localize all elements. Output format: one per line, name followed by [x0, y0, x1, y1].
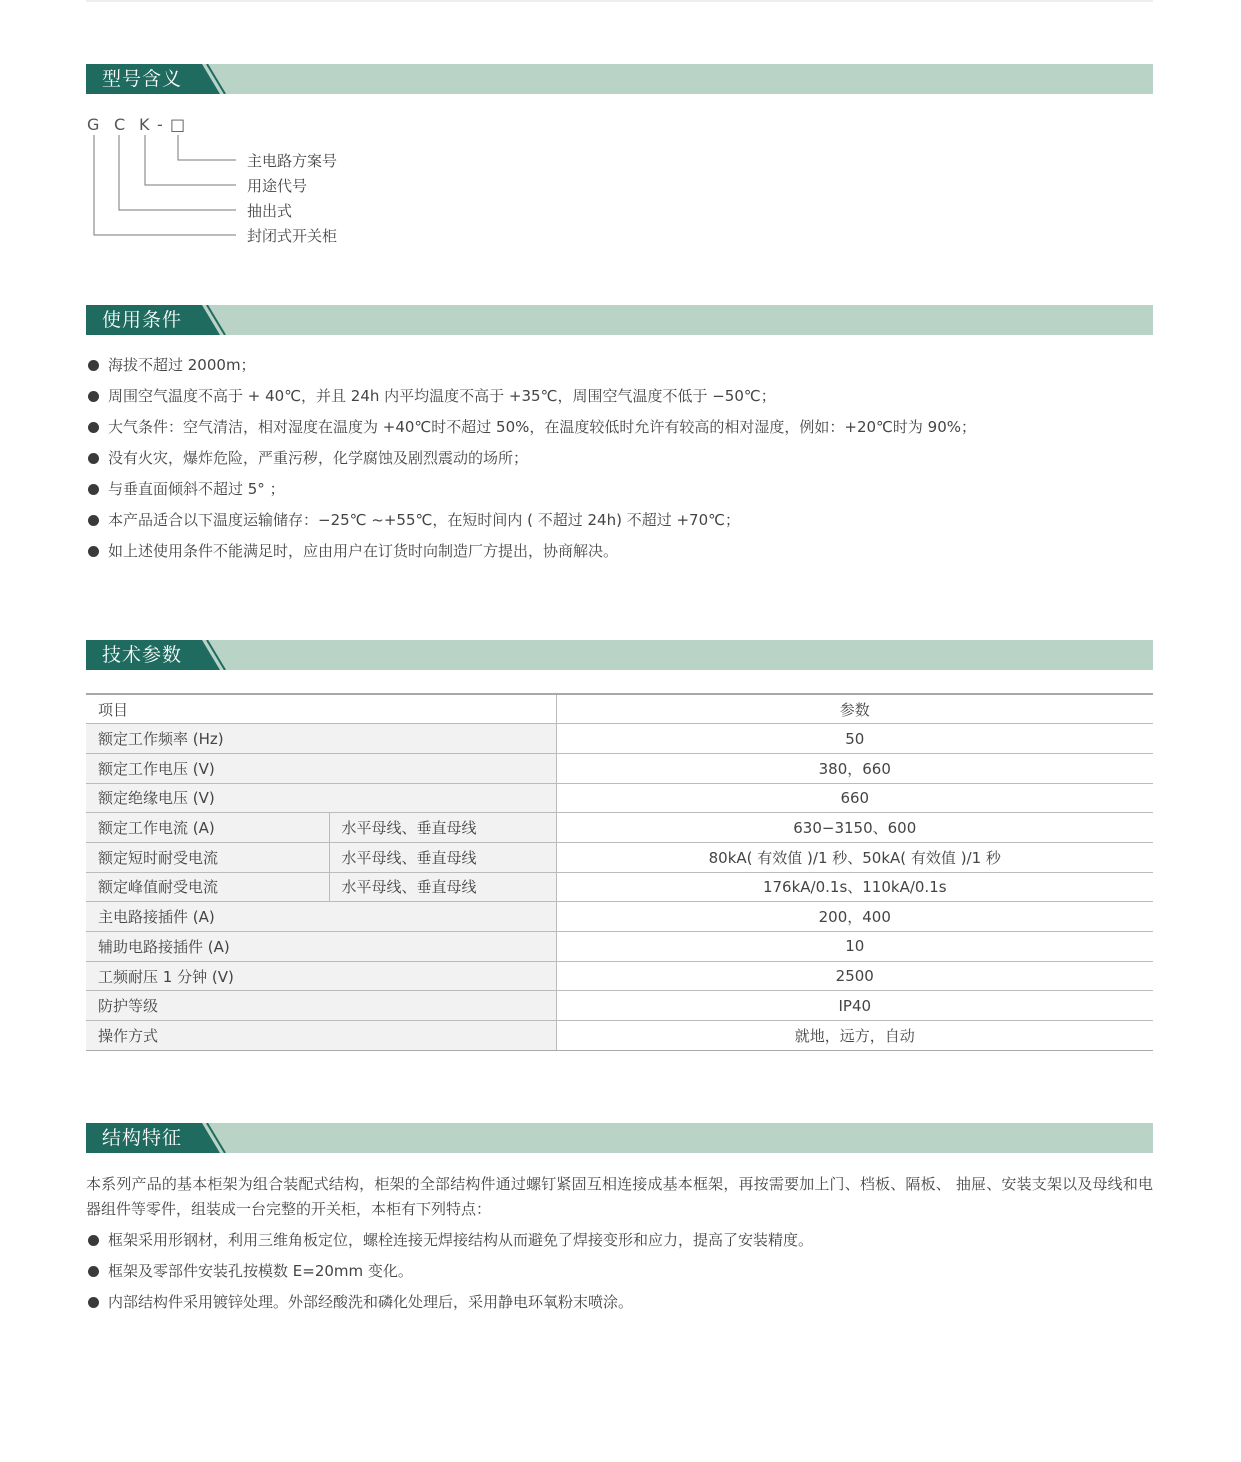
row-value: 就地，远方，自动	[556, 1021, 1153, 1051]
top-divider	[86, 0, 1153, 2]
row-value: 200，400	[556, 902, 1153, 932]
model-tree-lines	[86, 130, 246, 240]
model-char-c: C	[114, 115, 126, 134]
list-item: 框架采用形钢材，利用三维角板定位，螺栓连接无焊接结构从而避免了焊接变形和应力，提高了安装精度。	[88, 1225, 813, 1256]
list-item: 周围空气温度不高于 + 40℃，并且 24h 内平均温度不高于 +35℃，周围空气温度不低于 −50℃；	[88, 381, 976, 412]
table-row	[86, 1021, 1153, 1051]
row-value: 10	[556, 932, 1153, 962]
row-value: IP40	[556, 991, 1153, 1021]
table-row	[86, 902, 1153, 932]
row-item: 操作方式	[86, 1021, 556, 1051]
section-header-parameters	[86, 640, 1153, 670]
model-label-scheme: 主电路方案号	[247, 152, 338, 170]
list-item: 本产品适合以下温度运输储存：−25℃ ~+55℃，在短时间内 ( 不超过 24h) 不超过 +70℃；	[88, 505, 976, 536]
table-row	[86, 961, 1153, 991]
conditions-list	[88, 350, 976, 567]
row-value: 630−3150、600	[556, 813, 1153, 843]
table-row	[86, 753, 1153, 783]
row-value: 80kA( 有效值 )/1 秒、50kA( 有效值 )/1 秒	[556, 842, 1153, 872]
table-row	[86, 932, 1153, 962]
model-label-enclosed: 封闭式开关柜	[247, 227, 338, 245]
table-row	[86, 724, 1153, 754]
row-item: 额定工作电流 (A)	[86, 813, 329, 843]
list-item: 内部结构件采用镀锌处理。外部经酸洗和磷化处理后，采用静电环氧粉末喷涂。	[88, 1287, 813, 1318]
header-param: 参数	[556, 694, 1153, 724]
row-value: 660	[556, 783, 1153, 813]
list-item: 与垂直面倾斜不超过 5° ；	[88, 474, 976, 505]
section-title: 使用条件	[102, 309, 183, 331]
parameters-table	[86, 693, 1153, 1051]
section-title: 型号含义	[102, 68, 183, 90]
row-value: 380，660	[556, 753, 1153, 783]
row-sub: 水平母线、垂直母线	[329, 842, 556, 872]
row-value: 2500	[556, 961, 1153, 991]
structure-intro: 本系列产品的基本柜架为组合装配式结构，柜架的全部结构件通过螺钉紧固互相连接成基本框架，再按需要加上门、档板、隔板、 抽屉、安装支架以及母线和电器组件等零件，组装成一台完整的开关柜，本柜有下列特点：	[86, 1175, 1153, 1218]
table-header-row	[86, 694, 1153, 724]
section-header-bar	[86, 640, 1153, 670]
model-label-usage: 用途代号	[247, 177, 308, 195]
model-char-g: G	[87, 115, 100, 134]
row-item: 防护等级	[86, 991, 556, 1021]
section-header-structure	[86, 1123, 1153, 1153]
features-list	[88, 1225, 813, 1318]
section-header-bar	[86, 1123, 1153, 1153]
section-title: 结构特征	[102, 1127, 183, 1149]
section-title: 技术参数	[102, 644, 183, 666]
model-label-drawout: 抽出式	[247, 202, 293, 220]
table-row	[86, 991, 1153, 1021]
model-char-k: K	[139, 115, 150, 134]
row-value: 176kA/0.1s、110kA/0.1s	[556, 872, 1153, 902]
row-value: 50	[556, 724, 1153, 754]
row-item: 额定峰值耐受电流	[86, 872, 329, 902]
row-item: 额定工作频率 (Hz)	[86, 724, 556, 754]
list-item: 如上述使用条件不能满足时，应由用户在订货时向制造厂方提出，协商解决。	[88, 536, 976, 567]
row-item: 主电路接插件 (A)	[86, 902, 556, 932]
list-item: 大气条件：空气清洁，相对湿度在温度为 +40℃时不超过 50%，在温度较低时允许有较高的相对湿度，例如：+20℃时为 90%；	[88, 412, 976, 443]
table-row	[86, 783, 1153, 813]
row-item: 额定工作电压 (V)	[86, 753, 556, 783]
table-row	[86, 872, 1153, 902]
section-header-bar	[86, 305, 1153, 335]
row-item: 额定短时耐受电流	[86, 842, 329, 872]
row-item: 辅助电路接插件 (A)	[86, 932, 556, 962]
list-item: 海拔不超过 2000m；	[88, 350, 976, 381]
header-item: 项目	[86, 694, 556, 724]
table-row	[86, 842, 1153, 872]
row-sub: 水平母线、垂直母线	[329, 872, 556, 902]
model-char-dash: -	[157, 115, 163, 134]
section-header-conditions	[86, 305, 1153, 335]
section-header-model	[86, 64, 1153, 94]
row-item: 额定绝缘电压 (V)	[86, 783, 556, 813]
table-row	[86, 813, 1153, 843]
row-item: 工频耐压 1 分钟 (V)	[86, 961, 556, 991]
list-item: 没有火灾，爆炸危险，严重污秽，化学腐蚀及剧烈震动的场所；	[88, 443, 976, 474]
section-header-bar	[86, 64, 1153, 94]
row-sub: 水平母线、垂直母线	[329, 813, 556, 843]
model-char-box: □	[170, 115, 186, 134]
list-item: 框架及零部件安装孔按模数 E=20mm 变化。	[88, 1256, 813, 1287]
